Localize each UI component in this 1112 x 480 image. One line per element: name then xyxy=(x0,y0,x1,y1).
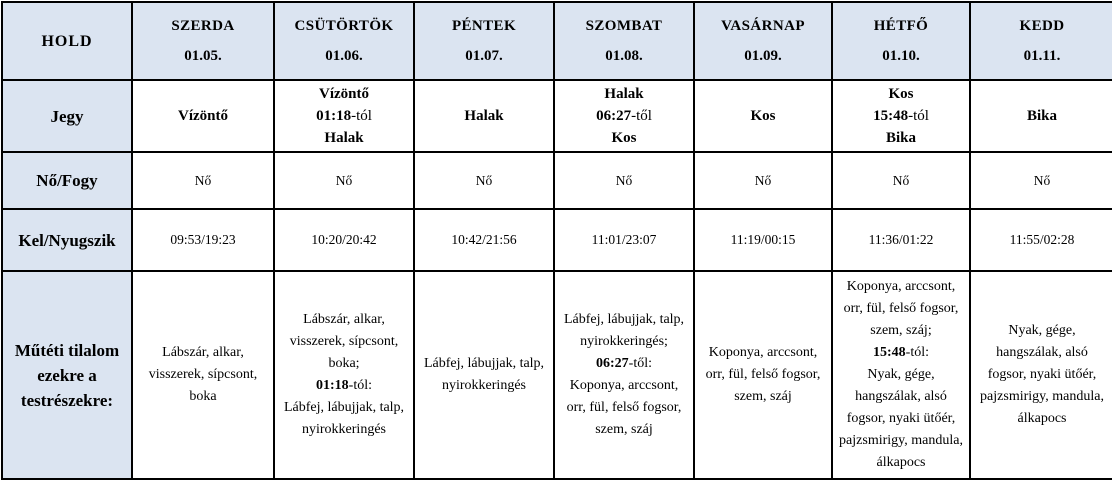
text-segment: Nő xyxy=(615,172,633,188)
day-name: SZERDA xyxy=(171,17,235,34)
text-segment: 01:18 xyxy=(316,108,352,124)
day-date: 01.08. xyxy=(605,47,643,64)
cell-line xyxy=(838,83,964,105)
cell-line xyxy=(838,127,964,149)
cell-line xyxy=(839,364,963,474)
day-date: 01.09. xyxy=(744,47,782,64)
cell-line xyxy=(138,105,268,127)
text-segment: Bika xyxy=(1026,108,1057,124)
text-segment: Nyak, gége, hangszálak, alsó fogsor, nyaki ütőér, pajzsmirigy, mandula, álkapocs xyxy=(980,323,1104,426)
column-header-szerda xyxy=(132,2,274,80)
cell-line xyxy=(281,309,407,375)
text-segment: Nyak, gége, hangszálak, alsó fogsor, nyaki ütőér, pajzsmirigy, mandula, álkapocs xyxy=(839,367,963,470)
text-segment: Vízöntő xyxy=(178,108,228,124)
day-date: 01.11. xyxy=(1023,47,1061,64)
cell-line xyxy=(420,173,548,189)
column-header-vasarnap xyxy=(694,2,832,80)
cell-line xyxy=(139,342,267,408)
text-segment: Lábfej, lábujjak, talp, nyirokkeringés xyxy=(283,400,405,437)
jegy-row xyxy=(2,80,1112,152)
text-segment: 06:27 xyxy=(595,356,629,371)
day-name: KEDD xyxy=(1019,17,1065,34)
day-name: SZOMBAT xyxy=(585,17,663,34)
text-segment: Nő xyxy=(194,172,212,188)
row-label-no-fogy: Nő/Fogy xyxy=(2,152,132,209)
cell-line xyxy=(700,232,826,248)
day-date: 01.10. xyxy=(882,47,920,64)
text-segment: 11:36/01:22 xyxy=(868,232,934,247)
corner-label-hold: HOLD xyxy=(2,2,132,80)
kel-nyugszik-cell-5 xyxy=(694,209,832,271)
cell-line xyxy=(421,353,547,397)
text-segment: 10:20/20:42 xyxy=(311,232,377,247)
kel-nyugszik-cell-3 xyxy=(414,209,554,271)
no-fogy-cell-3 xyxy=(414,152,554,209)
cell-line xyxy=(420,232,548,248)
cell-line xyxy=(420,105,548,127)
text-segment: Nő xyxy=(892,172,910,188)
text-segment: 09:53/19:23 xyxy=(170,232,236,247)
no-fogy-cell-4 xyxy=(554,152,694,209)
jegy-cell-6 xyxy=(832,80,970,152)
text-segment: -tól xyxy=(351,108,372,124)
text-segment: Koponya, arccsont, orr, fül, felső fogsor, szem, száj xyxy=(566,378,682,437)
day-name: HÉTFŐ xyxy=(873,17,929,34)
day-name: CSÜTÖRTÖK xyxy=(294,17,394,34)
muteti-tilalom-cell-7 xyxy=(970,271,1112,479)
day-date: 01.05. xyxy=(184,47,222,64)
no-fogy-cell-5 xyxy=(694,152,832,209)
text-segment: Bika xyxy=(885,130,916,146)
kel-nyugszik-cell-7 xyxy=(970,209,1112,271)
text-segment: 15:48 xyxy=(872,345,906,360)
cell-line xyxy=(977,320,1107,430)
cell-line xyxy=(701,342,825,408)
jegy-cell-1 xyxy=(132,80,274,152)
text-segment: Lábfej, lábujjak, talp, nyirokkeringés; xyxy=(563,312,685,349)
day-name: PÉNTEK xyxy=(451,17,517,34)
cell-line xyxy=(281,375,407,397)
text-segment: 11:01/23:07 xyxy=(591,232,657,247)
text-segment: Koponya, arccsont, orr, fül, felső fogsor, szem, száj xyxy=(705,345,821,404)
kel-nyugszik-cell-4 xyxy=(554,209,694,271)
column-header-szombat xyxy=(554,2,694,80)
text-segment: -től: xyxy=(628,356,652,371)
row-label-jegy: Jegy xyxy=(2,80,132,152)
text-segment: Halak xyxy=(604,86,644,102)
column-header-csutortok xyxy=(274,2,414,80)
text-segment: -tól: xyxy=(905,345,929,360)
text-segment: Vízöntő xyxy=(319,86,369,102)
kel-nyugszik-row xyxy=(2,209,1112,271)
cell-line xyxy=(560,173,688,189)
muteti-tilalom-cell-2 xyxy=(274,271,414,479)
text-segment: Lábszár, alkar, visszerek, sípcsont, boka; xyxy=(289,312,399,371)
cell-line xyxy=(561,353,687,375)
moon-calendar-table xyxy=(1,1,1112,480)
kel-nyugszik-cell-2 xyxy=(274,209,414,271)
text-segment: Halak xyxy=(324,130,364,146)
cell-line xyxy=(839,276,963,342)
cell-line xyxy=(560,105,688,127)
jegy-cell-4 xyxy=(554,80,694,152)
cell-line xyxy=(138,232,268,248)
cell-line xyxy=(976,232,1108,248)
text-segment: Lábfej, lábujjak, talp, nyirokkeringés xyxy=(423,356,545,393)
cell-line xyxy=(700,173,826,189)
text-segment: Nő xyxy=(335,172,353,188)
cell-line xyxy=(838,232,964,248)
no-fogy-cell-1 xyxy=(132,152,274,209)
no-fogy-cell-2 xyxy=(274,152,414,209)
text-segment: Nő xyxy=(754,172,772,188)
table-body xyxy=(2,2,1112,479)
cell-line xyxy=(838,173,964,189)
cell-line xyxy=(280,232,408,248)
text-segment: Halak xyxy=(464,108,504,124)
text-segment: -tól: xyxy=(348,378,372,393)
text-segment: 15:48 xyxy=(873,108,909,124)
cell-line xyxy=(280,105,408,127)
text-segment: -tól xyxy=(908,108,929,124)
muteti-tilalom-cell-3 xyxy=(414,271,554,479)
cell-line xyxy=(280,83,408,105)
jegy-cell-3 xyxy=(414,80,554,152)
jegy-cell-7 xyxy=(970,80,1112,152)
cell-line xyxy=(281,397,407,441)
text-segment: 01:18 xyxy=(315,378,349,393)
row-label-muteti-tilalom: Műtéti tilalom ezekre a testrészekre: xyxy=(2,271,132,479)
text-segment: Lábszár, alkar, visszerek, sípcsont, boka xyxy=(148,345,258,404)
day-date: 01.07. xyxy=(465,47,503,64)
muteti-tilalom-cell-4 xyxy=(554,271,694,479)
column-header-pentek xyxy=(414,2,554,80)
text-segment: 11:55/02:28 xyxy=(1009,232,1075,247)
muteti-tilalom-cell-5 xyxy=(694,271,832,479)
muteti-tilalom-row xyxy=(2,271,1112,479)
cell-line xyxy=(561,375,687,441)
kel-nyugszik-cell-6 xyxy=(832,209,970,271)
no-fogy-cell-6 xyxy=(832,152,970,209)
text-segment: Nő xyxy=(1033,172,1051,188)
cell-line xyxy=(700,105,826,127)
row-label-kel-nyugszik: Kel/Nyugszik xyxy=(2,209,132,271)
text-segment: Kos xyxy=(888,86,914,102)
cell-line xyxy=(280,173,408,189)
cell-line xyxy=(839,342,963,364)
day-name: VASÁRNAP xyxy=(721,17,805,34)
cell-line xyxy=(560,232,688,248)
text-segment: Nő xyxy=(475,172,493,188)
cell-line xyxy=(560,83,688,105)
text-segment: Kos xyxy=(750,108,776,124)
cell-line xyxy=(138,173,268,189)
text-segment: Koponya, arccsont, orr, fül, felső fogsor, szem, száj; xyxy=(843,279,959,338)
text-segment: Kos xyxy=(611,130,637,146)
header-row xyxy=(2,2,1112,80)
cell-line xyxy=(838,105,964,127)
muteti-tilalom-cell-1 xyxy=(132,271,274,479)
muteti-tilalom-cell-6 xyxy=(832,271,970,479)
cell-line xyxy=(976,173,1108,189)
cell-line xyxy=(560,127,688,149)
cell-line xyxy=(561,309,687,353)
text-segment: 11:19/00:15 xyxy=(730,232,796,247)
cell-line xyxy=(976,105,1108,127)
text-segment: 06:27 xyxy=(596,108,632,124)
day-date: 01.06. xyxy=(325,47,363,64)
cell-line xyxy=(280,127,408,149)
text-segment: -től xyxy=(631,108,652,124)
column-header-hetfo xyxy=(832,2,970,80)
no-fogy-row xyxy=(2,152,1112,209)
kel-nyugszik-cell-1 xyxy=(132,209,274,271)
jegy-cell-5 xyxy=(694,80,832,152)
column-header-kedd xyxy=(970,2,1112,80)
text-segment: 10:42/21:56 xyxy=(451,232,517,247)
no-fogy-cell-7 xyxy=(970,152,1112,209)
jegy-cell-2 xyxy=(274,80,414,152)
